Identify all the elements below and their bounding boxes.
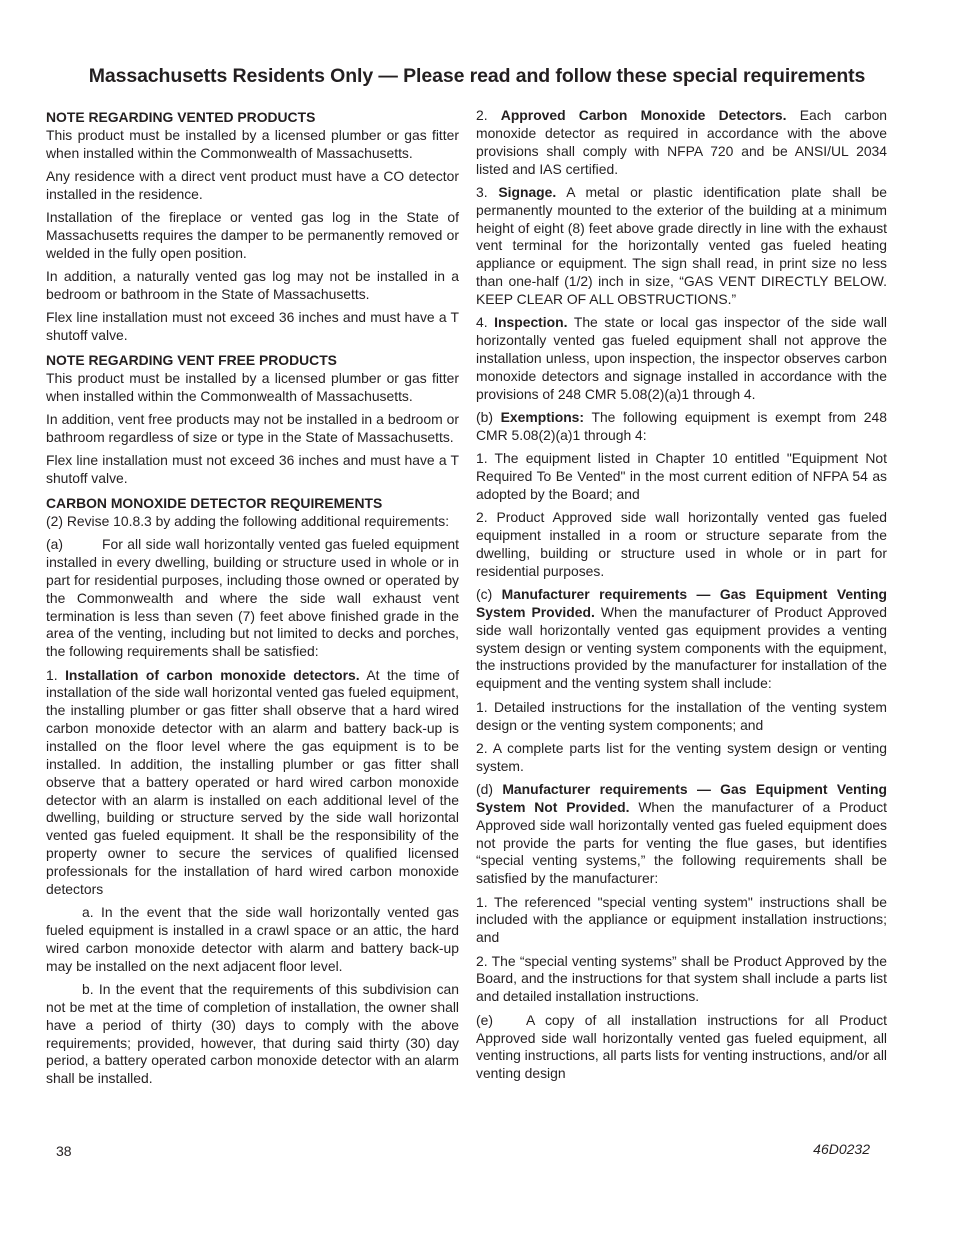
co-item-a-text: For all side wall horizontally vented gas fueled equipment installed in every dwelling, building or structure used in whole or in part for residential purposes, including those owned or operated by the Commonwealth and where the side wall exhaust vent termination is less than seven (7) feet above finished grade in the area of the venting, including but not limited to decks and porches, the following requirements shall be satisfied: <box>46 536 459 660</box>
item-2 <box>476 107 887 178</box>
venting-provided-text: When the manufacturer of Product Approved side wall horizontally vented gas equipment provides a venting system design or venting system components with the equipment, the instructions provided by the manufacturer for installation of the equipment and the venting system shall include: <box>476 603 887 692</box>
exemptions-text: The following equipment is exempt from 248 CMR 5.08(2)(a)1 through 4: <box>476 409 887 443</box>
venting-not-provided-2: 2. The “special venting systems” shall be Product Approved by the Board, and the instructions for that system shall include a parts list and detailed installation instructions. <box>476 952 887 1005</box>
venting-provided-1: 1. Detailed instructions for the installation of the venting system design or the venting system components; and <box>476 698 887 733</box>
installation-copy <box>476 1012 887 1083</box>
venting-provided-2: 2. A complete parts list for the venting system design or venting system. <box>476 739 887 774</box>
venting-not-provided-text: When the manufacturer of a Product Approved side wall horizontally vented gas fueled equipment does not provide the parts for venting the flue gases, but identifies “special venting systems,” the following requirements shall be satisfied by the manufacturer: <box>476 798 887 887</box>
exemption-1: 1. The equipment listed in Chapter 10 entitled "Equipment Not Required To Be Vented" in the most current edition of NFPA 54 as adopted by the Board; and <box>476 450 887 502</box>
exemptions-bold: Exemptions: <box>500 409 585 425</box>
page-number: 38 <box>56 1143 72 1159</box>
document-code: 46D0232 <box>813 1141 870 1157</box>
item-1-bold: Installation of carbon monoxide detectors. <box>65 666 360 683</box>
item-2-number: 2. <box>476 107 488 123</box>
item-1-text: At the time of installation of the side wall horizontal vented gas fueled equipment, the installing plumber or gas fitter shall observe that a hard wired carbon monoxide detector with an alarm and battery back-up is installed on the floor level where the gas equipment is to be installed. In addition, the installing plumber or gas fitter shall observe that a battery operated or hard wired carbon monoxide detector with an alarm is installed on each additional level of the dwelling, building or structure served by the side wall horizontal vented gas fueled equipment. It shall be the responsibility of the property owner to secure the services of qualified licensed professionals for the installation of hard wired carbon monoxide detectors <box>46 666 460 897</box>
venting-provided <box>476 586 887 693</box>
item-3-text: A metal or plastic identification plate shall be permanently mounted to the exterior of the building at a minimum height of eight (8) feet above grade directly in line with the exhaust vent terminal for the horizontally vented gas fueled heating appliance or equipment. The sign shall read, in print size no less than one-half (1/2) inch in size, “GAS VENT DIRECTLY BELOW. KEEP CLEAR OF ALL OBSTRUCTIONS.” <box>476 183 887 307</box>
vented-paragraph-3: Installation of the fireplace or vented gas log in the State of Massachusetts requires the damper to be permanently removed or welded in the fully open position. <box>46 209 459 261</box>
right-column <box>476 107 887 1089</box>
item-2-bold: Approved Carbon Monoxide Detectors. <box>500 107 787 123</box>
co-item-a-label: (a) <box>46 536 63 553</box>
venting-not-provided-1: 1. The referenced "special venting system" instructions shall be included with the appliance or equipment installation instructions; and <box>476 893 887 946</box>
venting-provided-label: (c) <box>476 586 493 603</box>
vented-paragraph-4: In addition, a naturally vented gas log may not be installed in a bedroom or bathroom in the State of Massachusetts. <box>46 268 459 303</box>
item-1a: a. In the event that the side wall horizontally vented gas fueled equipment is installed in a crawl space or an attic, the hard wired carbon monoxide detector with alarm and battery back-up may be installed on the next adjacent floor level. <box>46 904 459 974</box>
item-4-bold: Inspection. <box>494 314 568 331</box>
venting-not-provided-label: (d) <box>476 781 493 798</box>
item-1b: b. In the event that the requirements of this subdivision can not be met at the time of completion of installation, the owner shall have a period of thirty (30) days to comply with the above requirements; provided, however, that during said thirty (30) day period, a battery operated carbon monoxide detector with an alarm shall be installed. <box>46 980 459 1087</box>
co-heading: CARBON MONOXIDE DETECTOR REQUIREMENTS <box>46 495 383 512</box>
item-3-number: 3. <box>476 183 488 200</box>
item-3-bold: Signage. <box>498 183 557 200</box>
ventfree-paragraph-1: This product must be installed by a licensed plumber or gas fitter when installed within the Commonwealth of Massachusetts. <box>46 369 459 404</box>
vented-paragraph-5: Flex line installation must not exceed 36 inches and must have a T shutoff valve. <box>46 309 459 344</box>
installation-copy-label: (e) <box>476 1011 493 1028</box>
vented-paragraph-1: This product must be installed by a licensed plumber or gas fitter when installed within the Commonwealth of Massachusetts. <box>46 126 459 161</box>
item-4-number: 4. <box>476 314 488 331</box>
co-paragraph-1: (2) Revise 10.8.3 by adding the following additional requirements: <box>46 512 450 529</box>
item-2-text: Each carbon monoxide detector as required in accordance with the above provisions shall comply with NFPA 720 and be ANSI/UL 2034 listed and IAS certified. <box>476 107 888 177</box>
co-item-a <box>46 536 459 661</box>
item-3 <box>476 184 887 309</box>
exemptions-label: (b) <box>476 409 493 425</box>
exemption-2: 2. Product Approved side wall horizontally vented gas fueled equipment installed in a room or structure separate from the dwelling, building or structure used in whole or in part for residential purposes. <box>476 509 887 579</box>
left-column <box>46 107 459 1094</box>
item-4 <box>476 314 887 403</box>
venting-provided-bold: Manufacturer requirements — Gas Equipment Venting System Provided. <box>476 586 887 620</box>
item-4-text: The state or local gas inspector of the side wall horizontally vented gas fueled equipment shall not approve the installation unless, upon inspection, the inspector observes carbon monoxide detectors and signage installed in accordance with the provisions of 248 CMR 5.08(2)(a)1 through 4. <box>476 314 887 402</box>
ventfree-heading: NOTE REGARDING VENT FREE PRODUCTS <box>46 352 337 369</box>
venting-not-provided-bold: Manufacturer requirements — Gas Equipment Venting System Not Provided. <box>476 781 887 815</box>
ventfree-paragraph-2: In addition, vent free products may not be installed in a bedroom or bathroom regardless of size or type in the State of Massachusetts. <box>46 411 459 445</box>
vented-paragraph-2: Any residence with a direct vent product must have a CO detector installed in the residence. <box>46 168 459 202</box>
item-1-number: 1. <box>46 666 58 683</box>
ventfree-paragraph-3: Flex line installation must not exceed 36 inches and must have a T shutoff valve. <box>46 452 459 487</box>
exemptions <box>476 409 887 445</box>
vented-heading: NOTE REGARDING VENTED PRODUCTS <box>46 109 316 125</box>
page-title: Massachusetts Residents Only — Please read and follow these special requirements <box>88 65 866 87</box>
installation-copy-text: A copy of all installation instructions for all Product Approved side wall horizontally vented gas fueled equipment, all venting instructions, all parts lists for venting instructions, and/or all venting design <box>476 1011 887 1082</box>
venting-not-provided <box>476 781 887 888</box>
item-1 <box>46 667 459 899</box>
